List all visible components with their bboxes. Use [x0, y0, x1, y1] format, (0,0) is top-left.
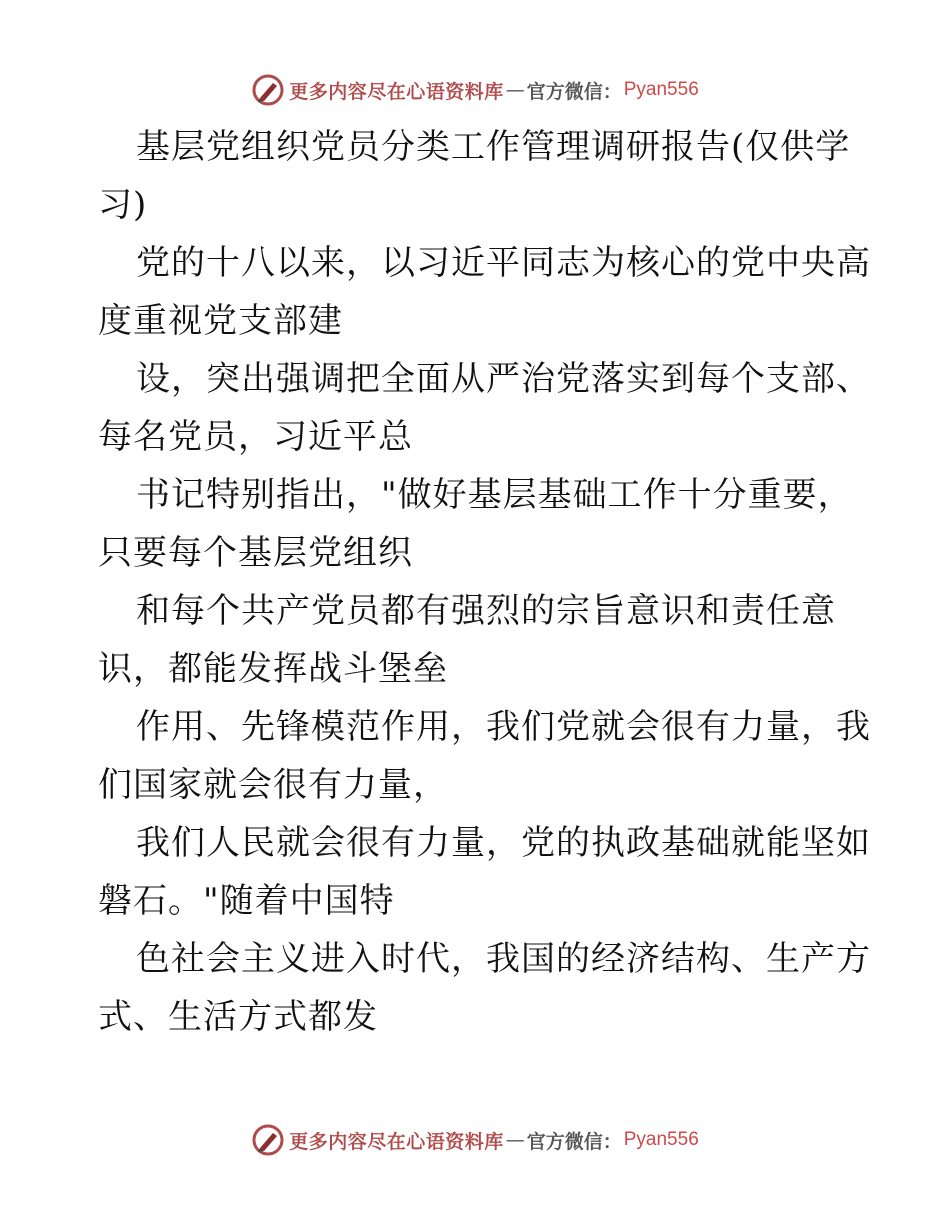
watermark-text: 更多内容尽在心语资料库 — [289, 80, 504, 103]
title-line-2: 习) — [98, 185, 148, 225]
title-line-1: 基层党组织党员分类工作管理调研报告(仅供学 — [136, 127, 851, 167]
pen-logo-icon — [251, 1123, 285, 1157]
paragraph-line: 只要每个基层党组织 — [98, 533, 413, 573]
watermark-text: 更多内容尽在心语资料库 — [289, 1130, 504, 1153]
paragraph-line: 党的十八以来，以习近平同志为核心的党中央高 — [136, 243, 871, 283]
paragraph-line: 们国家就会很有力量， — [98, 765, 448, 805]
watermark-wechat-id: Pyan556 — [623, 79, 699, 100]
paragraph-line: 每名党员，习近平总 — [98, 417, 413, 457]
paragraph-line: 和每个共产党员都有强烈的宗旨意识和责任意 — [136, 591, 836, 631]
paragraph-line: 作用、先锋模范作用，我们党就会很有力量，我 — [136, 707, 871, 747]
header-watermark — [0, 70, 950, 110]
paragraph-line: 识，都能发挥战斗堡垒 — [98, 649, 448, 689]
watermark-wechat-label: 官方微信： — [526, 80, 622, 103]
paragraph-line: 色社会主义进入时代，我国的经济结构、生产方 — [136, 939, 871, 979]
watermark-dash: — — [505, 79, 525, 101]
watermark-wechat-id: Pyan556 — [623, 1129, 699, 1150]
paragraph-line: 书记特别指出，"做好基层基础工作十分重要， — [136, 475, 853, 515]
paragraph-line: 度重视党支部建 — [98, 301, 343, 341]
paragraph-line: 磐石。"随着中国特 — [98, 881, 395, 921]
paragraph-line: 设，突出强调把全面从严治党落实到每个支部、 — [136, 359, 871, 399]
paragraph-line: 我们人民就会很有力量，党的执政基础就能坚如 — [136, 823, 871, 863]
watermark-wechat-label: 官方微信： — [526, 1130, 622, 1153]
document-body — [98, 118, 871, 1046]
footer-watermark — [0, 1120, 950, 1160]
paragraph-line: 式、生活方式都发 — [98, 997, 378, 1037]
pen-logo-icon — [251, 73, 285, 107]
watermark-dash: — — [505, 1129, 525, 1151]
